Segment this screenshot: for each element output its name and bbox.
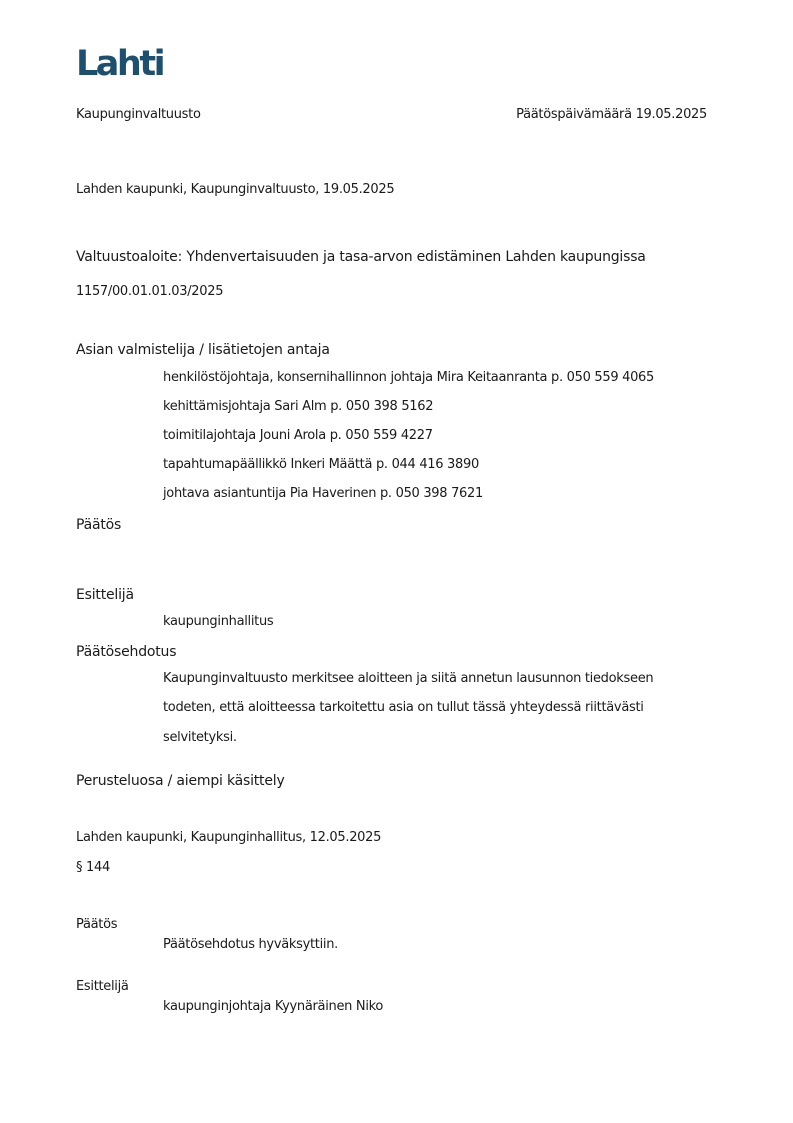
background-heading: Perusteluosa / aiempi käsittely	[76, 773, 285, 789]
preparer-item: tapahtumapäällikkö Inkeri Määttä p. 044 416 3890	[163, 457, 479, 472]
proposal-line: selvitetyksi.	[163, 730, 237, 745]
proposal-line: Kaupunginvaltuusto merkitsee aloitteen ja siitä annetun lausunnon tiedokseen	[163, 671, 654, 686]
preparer-item: toimitilajohtaja Jouni Arola p. 050 559 4227	[163, 428, 433, 443]
preparer-item: henkilöstöjohtaja, konsernihallinnon johtaja Mira Keitaanranta p. 050 559 4065	[163, 370, 655, 385]
previous-decision-value: Päätösehdotus hyväksyttiin.	[163, 937, 338, 952]
meeting-line: Lahden kaupunki, Kaupunginvaltuusto, 19.05.2025	[76, 182, 395, 197]
previous-meeting-line: Lahden kaupunki, Kaupunginhallitus, 12.05.2025	[76, 830, 382, 845]
preparers-heading: Asian valmistelija / lisätietojen antaja	[76, 342, 330, 358]
decision-heading: Päätös	[76, 517, 122, 533]
previous-decision-heading: Päätös	[76, 917, 118, 932]
lahti-logo: Lahti	[76, 44, 164, 84]
proposal-heading: Päätösehdotus	[76, 644, 177, 660]
proposal-line: todeten, että aloitteessa tarkoitettu asia on tullut tässä yhteydessä riittävästi	[163, 700, 644, 715]
section-number: § 144	[76, 860, 110, 875]
presenter-value: kaupunginhallitus	[163, 614, 274, 629]
previous-presenter-heading: Esittelijä	[76, 979, 129, 994]
presenter-heading: Esittelijä	[76, 587, 134, 603]
reference-number: 1157/00.01.01.03/2025	[76, 284, 224, 299]
document-title: Valtuustoaloite: Yhdenvertaisuuden ja tasa-arvon edistäminen Lahden kaupungissa	[76, 249, 646, 265]
body-name: Kaupunginvaltuusto	[76, 107, 201, 122]
preparer-item: kehittämisjohtaja Sari Alm p. 050 398 5162	[163, 399, 434, 414]
preparer-item: johtava asiantuntija Pia Haverinen p. 050 398 7621	[163, 486, 483, 501]
previous-presenter-value: kaupunginjohtaja Kyynäräinen Niko	[163, 999, 384, 1014]
decision-date: Päätöspäivämäärä 19.05.2025	[516, 107, 707, 122]
